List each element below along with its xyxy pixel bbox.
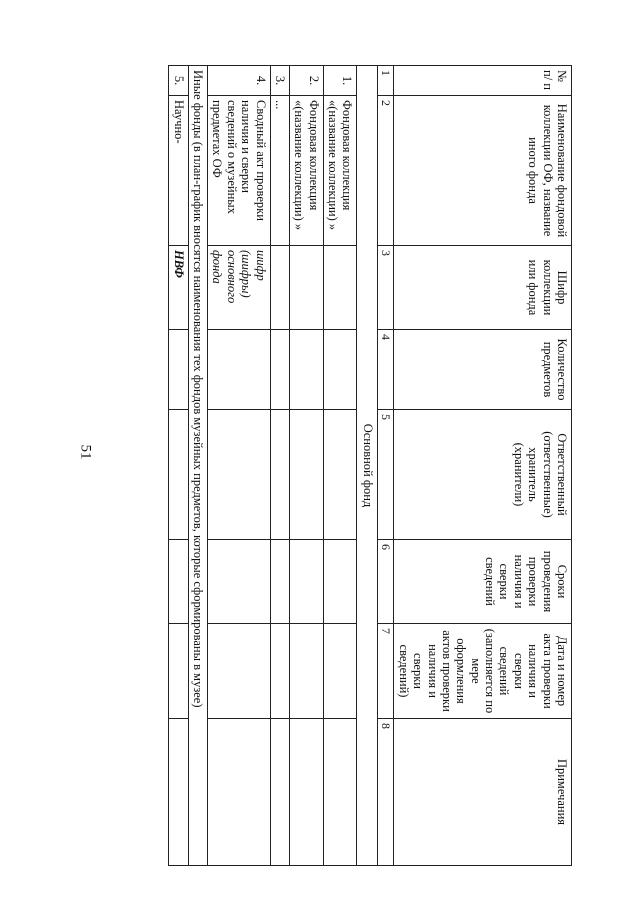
table-row [290, 66, 324, 866]
row-no: 2. [290, 66, 324, 96]
empty-cell [169, 330, 188, 410]
row-no: 1. [323, 66, 357, 96]
empty-cell [169, 624, 188, 719]
row-no: 5. [169, 66, 188, 96]
col-number: 7 [378, 624, 394, 719]
row-name: Фондовая коллекция «(название коллекции) » [323, 96, 357, 246]
row-code: шифр (шифры) основного фонда [208, 246, 271, 330]
row-code: НВФ [169, 246, 188, 330]
other-funds-note: Иные фонды (в план-график вносятся наименования тех фондов музейных предметов, которые сформированы в музее) [188, 66, 207, 866]
header-qty: Количество предметов [394, 330, 572, 410]
empty-cell [169, 719, 188, 866]
col-number: 5 [378, 410, 394, 540]
other-funds-row [188, 66, 207, 866]
row-code [290, 246, 324, 330]
empty-cell [290, 719, 324, 866]
empty-cell [169, 540, 188, 624]
table-row [169, 66, 188, 866]
col-number: 1 [378, 66, 394, 96]
empty-cell [270, 330, 289, 410]
empty-cell [290, 540, 324, 624]
col-number: 6 [378, 540, 394, 624]
table-header-row [394, 66, 572, 866]
header-name: Наименование фондовой коллекции ОФ, название иного фонда [394, 96, 572, 246]
empty-cell [270, 624, 289, 719]
header-terms: Сроки проведения проверки наличия и сверки сведений [394, 540, 572, 624]
empty-cell [208, 540, 271, 624]
col-number: 3 [378, 246, 394, 330]
empty-cell [169, 410, 188, 540]
row-name: ... [270, 96, 289, 246]
empty-cell [323, 410, 357, 540]
inspection-schedule-table [168, 65, 572, 866]
empty-cell [208, 410, 271, 540]
col-number: 2 [378, 96, 394, 246]
empty-cell [323, 624, 357, 719]
section-row-main-fund [357, 66, 378, 866]
empty-cell [208, 624, 271, 719]
header-no: № п/ п [394, 66, 572, 96]
empty-cell [290, 410, 324, 540]
header-act: Дата и номер акта проверки наличия и сверки сведений (заполняется по мере оформления актов проверки наличия и сверки сведений) [394, 624, 572, 719]
header-keeper: Ответственный (ответственные) хранитель (хранители) [394, 410, 572, 540]
empty-cell [323, 330, 357, 410]
page-number: 51 [77, 444, 94, 460]
col-number: 8 [378, 719, 394, 866]
row-code [270, 246, 289, 330]
row-no: 4. [208, 66, 271, 96]
column-number-row [378, 66, 394, 866]
row-name: Фондовая коллекция «(название коллекции) » [290, 96, 324, 246]
empty-cell [323, 719, 357, 866]
col-number: 4 [378, 330, 394, 410]
empty-cell [323, 540, 357, 624]
table-row [323, 66, 357, 866]
row-code [323, 246, 357, 330]
header-code: Шифр коллекции или фонда [394, 246, 572, 330]
empty-cell [270, 540, 289, 624]
empty-cell [208, 719, 271, 866]
header-notes: Примечания [394, 719, 572, 866]
empty-cell [290, 330, 324, 410]
empty-cell [270, 410, 289, 540]
empty-cell [290, 624, 324, 719]
rotated-page-content [107, 65, 572, 865]
table-row [270, 66, 289, 866]
table-row [208, 66, 271, 866]
empty-cell [208, 330, 271, 410]
empty-cell [270, 719, 289, 866]
section-main-fund: Основной фонд [357, 66, 378, 866]
row-name: Научно- [169, 96, 188, 246]
row-name: Сводный акт проверки наличия и сверки сведений о музейных предметах ОФ [208, 96, 271, 246]
row-no: 3. [270, 66, 289, 96]
